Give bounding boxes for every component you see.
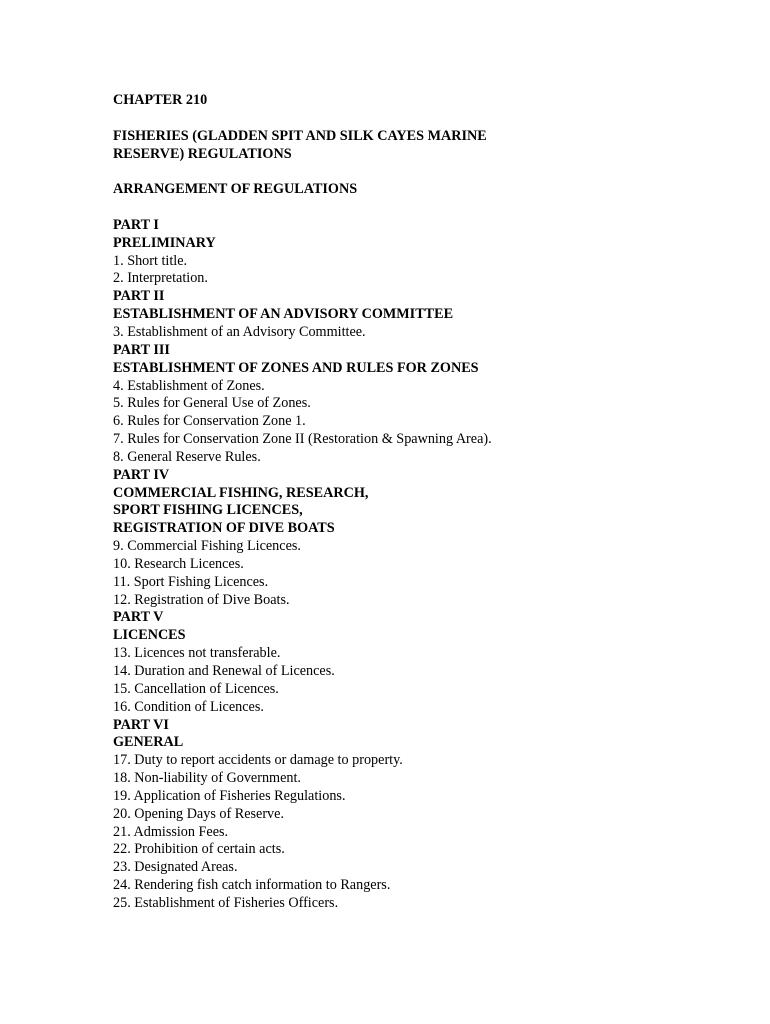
part-heading: REGISTRATION OF DIVE BOATS — [113, 520, 335, 537]
regulation-item: 21. Admission Fees. — [113, 823, 229, 840]
part-label: PART V — [113, 609, 164, 626]
regulation-item: 22. Prohibition of certain acts. — [113, 841, 285, 858]
part-section — [113, 217, 733, 288]
regulation-item: 1. Short title. — [113, 252, 188, 269]
part-label: PART IV — [113, 466, 170, 483]
regulation-item: 11. Sport Fishing Licences. — [113, 573, 269, 590]
regulation-item: 25. Establishment of Fisheries Officers. — [113, 894, 339, 911]
regulation-item: 15. Cancellation of Licences. — [113, 680, 279, 697]
parts-list — [113, 217, 733, 913]
regulation-item: 24. Rendering fish catch information to Rangers. — [113, 877, 391, 894]
regulation-item: 13. Licences not transferable. — [113, 645, 281, 662]
part-heading: PRELIMINARY — [113, 234, 216, 251]
part-section — [113, 288, 733, 342]
title-line: FISHERIES (GLADDEN SPIT AND SILK CAYES MARINE — [113, 127, 487, 144]
regulation-item: 17. Duty to report accidents or damage to property. — [113, 752, 403, 769]
regulation-item: 20. Opening Days of Reserve. — [113, 805, 284, 822]
regulation-item: 16. Condition of Licences. — [113, 698, 264, 715]
part-heading: ESTABLISHMENT OF ZONES AND RULES FOR ZONES — [113, 359, 479, 376]
part-label: PART VI — [113, 716, 169, 733]
regulation-item: 3. Establishment of an Advisory Committee. — [113, 323, 366, 340]
part-label: PART II — [113, 288, 165, 305]
part-section — [113, 717, 733, 913]
regulation-item: 6. Rules for Conservation Zone 1. — [113, 413, 306, 430]
regulation-item: 12. Registration of Dive Boats. — [113, 591, 290, 608]
regulation-item: 2. Interpretation. — [113, 270, 208, 287]
part-heading: ESTABLISHMENT OF AN ADVISORY COMMITTEE — [113, 306, 454, 323]
chapter-heading: CHAPTER 210 — [113, 92, 208, 108]
spacer — [113, 199, 733, 217]
regulation-item: 5. Rules for General Use of Zones. — [113, 395, 311, 412]
title-line: RESERVE) REGULATIONS — [113, 145, 292, 162]
regulation-item: 8. General Reserve Rules. — [113, 448, 261, 465]
part-label: PART III — [113, 341, 170, 358]
part-section — [113, 609, 733, 716]
regulation-item: 23. Designated Areas. — [113, 859, 238, 876]
part-heading: COMMERCIAL FISHING, RESEARCH, — [113, 484, 369, 501]
regulation-item: 18. Non-liability of Government. — [113, 770, 301, 787]
regulation-item: 7. Rules for Conservation Zone II (Restoration & Spawning Area). — [113, 431, 492, 448]
arrangement-heading: ARRANGEMENT OF REGULATIONS — [113, 181, 358, 198]
regulation-item: 10. Research Licences. — [113, 555, 244, 572]
spacer — [113, 110, 733, 128]
part-heading: SPORT FISHING LICENCES, — [113, 502, 303, 519]
part-section — [113, 342, 733, 467]
part-heading: LICENCES — [113, 627, 186, 644]
regulation-item: 14. Duration and Renewal of Licences. — [113, 663, 335, 679]
regulation-item: 19. Application of Fisheries Regulations. — [113, 787, 346, 804]
part-section — [113, 467, 733, 610]
part-label: PART I — [113, 216, 159, 233]
regulation-item: 4. Establishment of Zones. — [113, 377, 265, 394]
spacer — [113, 163, 733, 181]
document-body — [113, 92, 733, 913]
part-heading: GENERAL — [113, 734, 184, 751]
regulation-item: 9. Commercial Fishing Licences. — [113, 538, 301, 555]
